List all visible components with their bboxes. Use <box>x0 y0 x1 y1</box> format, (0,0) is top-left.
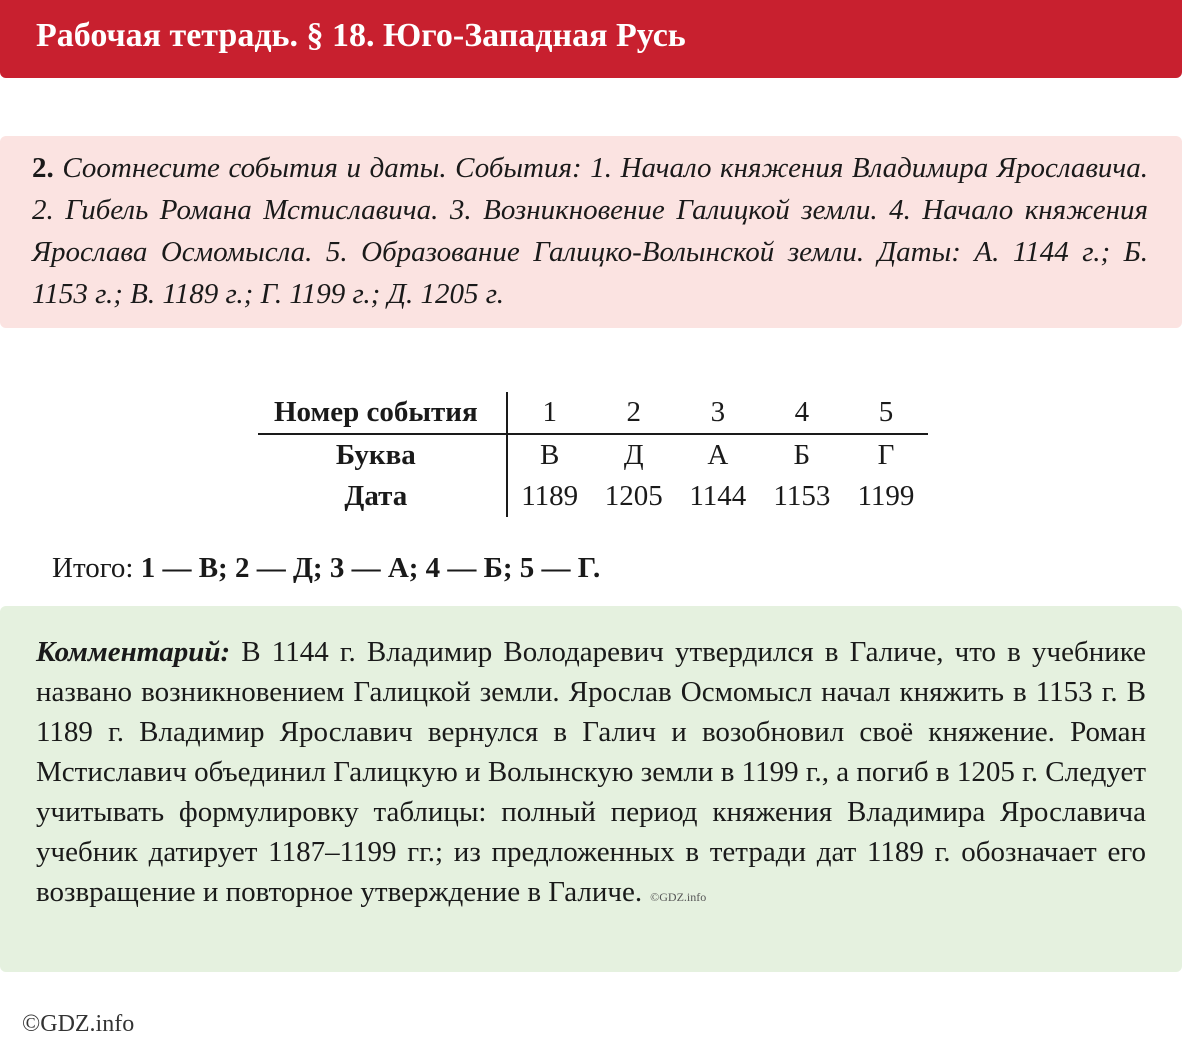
table-cell: 4 <box>760 392 844 434</box>
row-header: Буква <box>258 434 507 476</box>
footer-credit: ©GDZ.info <box>22 1011 135 1037</box>
answer-table-container <box>258 392 928 517</box>
table-cell: Б <box>793 439 811 471</box>
table-cell: В <box>540 439 560 471</box>
page-title: Рабочая тетрадь. § 18. Юго-Западная Русь <box>36 17 686 54</box>
table-row <box>258 434 928 476</box>
table-cell: 1153 <box>773 480 831 512</box>
table-cell: 1189 <box>521 480 579 512</box>
table-row <box>258 476 928 517</box>
table-cell: 3 <box>676 392 760 434</box>
table-cell: 5 <box>844 392 928 434</box>
row-header: Номер события <box>258 392 507 434</box>
answer-table <box>258 392 928 517</box>
page-header <box>0 0 1182 78</box>
task-text <box>32 147 1148 315</box>
table-cell: 1199 <box>857 480 915 512</box>
table-cell: 2 <box>592 392 676 434</box>
summary-value: 1 — В; 2 — Д; 3 — А; 4 — Б; 5 — Г. <box>140 552 601 584</box>
table-cell: Г <box>877 439 895 471</box>
comment-label: Комментарий: <box>36 636 231 668</box>
task-box <box>0 136 1182 328</box>
task-number: 2. <box>32 152 54 184</box>
row-header: Дата <box>258 476 507 517</box>
comment-body: В 1144 г. Владимир Володаревич утвердился в Галиче, что в учебнике названо возникновением Галицкой земли. Ярослав Осмомысл начал княжить в 1153 г. В 1189 г. Владимир Ярославич вернулся в Галич и возобновил своё княжение. Роман Мстиславич объединил Галицкую и Волынскую земли в 1199 г., а погиб в 1205 г. Следует учитывать формулировку таблицы: полный период княжения Владимира Ярославича учебник датирует 1187–1199 гг.; из предложенных в тетради дат 1189 г. обозначает его возвращение и повторное утверждение в Галиче. <box>36 636 1146 908</box>
table-cell: Д <box>623 439 644 471</box>
table-cell: 1144 <box>689 480 747 512</box>
table-cell: А <box>707 439 729 471</box>
table-row <box>258 392 928 434</box>
table-cell: 1205 <box>604 480 663 512</box>
answer-summary <box>52 548 600 588</box>
comment-text <box>36 632 1146 917</box>
comment-box <box>0 606 1182 972</box>
inline-credit: ©GDZ.info <box>650 890 707 904</box>
table-cell: 1 <box>507 392 592 434</box>
summary-label: Итого: <box>52 552 141 584</box>
task-description: Соотнесите события и даты. События: 1. Начало княжения Владимира Ярославича. 2. Гибель Романа Мстиславича. 3. Возникновение Галицкой земли. 4. Начало княжения Ярослава Осмомысла. 5. Образование Галицко-Волынской земли. Даты: А. 1144 г.; Б. 1153 г.; В. 1189 г.; Г. 1199 г.; Д. 1205 г. <box>32 152 1148 310</box>
